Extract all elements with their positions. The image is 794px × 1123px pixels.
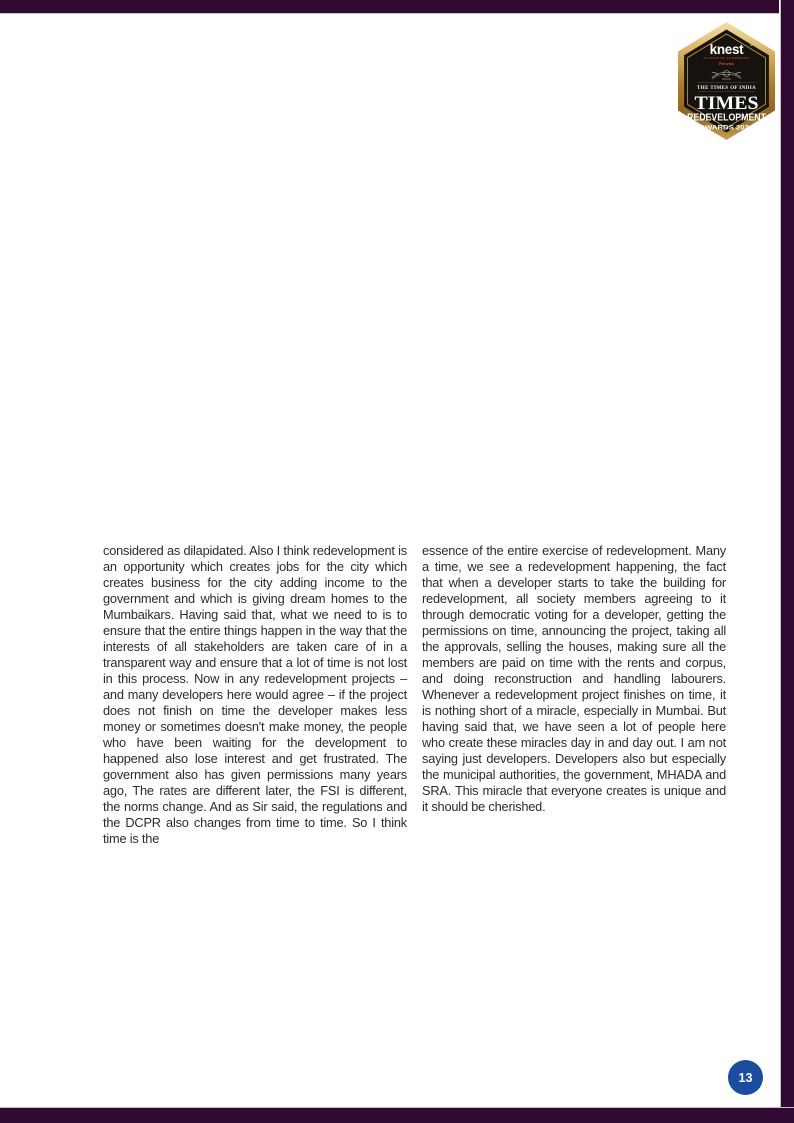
article-column-right: essence of the entire exercise of redevelopment. Many a time, we see a redevelopment happening, the fact that when a developer starts to take the building for redevelopment, all society members agreeing to it through democratic voting for a developer, getting the permissions on time, announcing the project, taking all the approvals, selling the houses, making sure all the members are paid on time with the rents and corpus, and doing reconstruction and handling labourers. Whenever a redevelopment project finishes on time, it is nothing short of a miracle, especially in Mumbai. But having said that, we have seen a lot of people here who create these miracles day in and day out. I am not saying just developers. Developers also but especially the municipal authorities, the government, MHADA and SRA. This miracle that everyone creates is unique and it should be cherished. — [422, 543, 726, 814]
article-column-left: considered as dilapidated. Also I think redevelopment is an opportunity which creates jobs for the city which creates business for the city adding income to the government and which is giving dream homes to the Mumbaikars. Having said that, what we need to is to ensure that the entire things happen in the way that the interests of all stakeholders are taken care of in a transparent way and ensure that a lot of time is not lost in this process. Now in any redevelopment projects – and many developers here would agree – if the project does not finish on time the developer makes less money or sometimes doesn't make money, the people who have been waiting for the development to happened also lose interest and get frustrated. The government also has given permissions many years ago, The rates are different later, the FSI is different, the norms change. And as Sir said, the regulations and the DCPR also changes from time to time. So I think time is the — [103, 543, 407, 846]
badge-title-times: TIMES — [694, 93, 759, 114]
badge-presents-label: Presents — [718, 61, 735, 66]
badge-title-awards-2024: –AWARDS 2024– — [695, 124, 759, 132]
article-body — [103, 543, 726, 847]
award-badge-hexagon — [678, 22, 775, 140]
frame-right-bar — [780, 0, 794, 1123]
badge-masthead: THE TIMES OF INDIA — [696, 85, 757, 91]
page-number-badge — [728, 1060, 763, 1095]
award-badge — [678, 22, 775, 140]
frame-top-bar — [0, 0, 779, 14]
badge-presenter-tagline: ALUMINIUM FORMWORK — [703, 56, 750, 60]
frame-bottom-bar — [0, 1107, 794, 1123]
page-number: 13 — [738, 1070, 753, 1085]
badge-title-redevelopment: REDEVELOPMENT — [687, 112, 766, 124]
badge-trademark-symbol: ™ — [749, 44, 753, 48]
badge-presenter-logo: knest — [709, 42, 744, 57]
